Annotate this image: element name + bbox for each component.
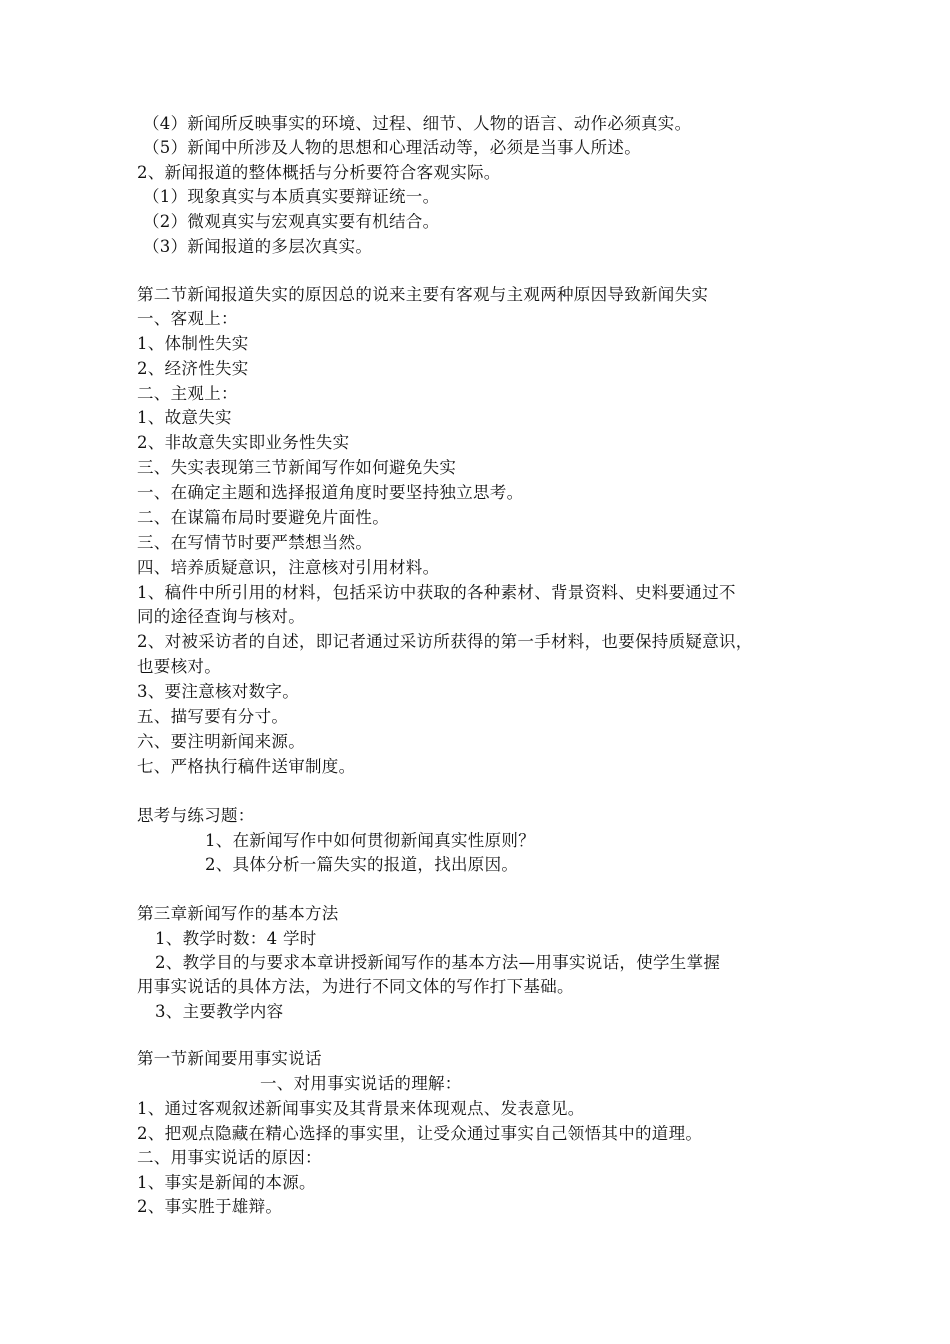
text-line: 二、主观上： xyxy=(137,384,238,403)
text-line: 同的途径查询与核对。 xyxy=(137,607,305,626)
text-line: 三、失实表现第三节新闻写作如何避免失实 xyxy=(137,458,457,477)
text-line: 四、培养质疑意识，注意核对引用材料。 xyxy=(137,558,440,577)
text-line: 1、事实是新闻的本源。 xyxy=(137,1173,316,1192)
text-line: 1、体制性失实 xyxy=(137,334,249,353)
section-heading: 第一节新闻要用事实说话 xyxy=(137,1049,322,1068)
exercise-heading: 思考与练习题： xyxy=(137,806,255,825)
text-line: 三、在写情节时要严禁想当然。 xyxy=(137,533,373,552)
text-line: 2、新闻报道的整体概括与分析要符合客观实际。 xyxy=(137,163,501,182)
text-line: 五、描写要有分寸。 xyxy=(137,707,289,726)
chapter-heading: 第三章新闻写作的基本方法 xyxy=(137,904,339,923)
text-line: 一、对用事实说话的理解： xyxy=(260,1074,462,1093)
section-heading: 第二节新闻报道失实的原因总的说来主要有客观与主观两种原因导致新闻失实 xyxy=(137,285,709,304)
text-line: 1、故意失实 xyxy=(137,408,232,427)
text-line: 3、主要教学内容 xyxy=(155,1002,284,1021)
text-line: 六、要注明新闻来源。 xyxy=(137,732,305,751)
text-line: 1、稿件中所引用的材料，包括采访中获取的各种素材、背景资料、史料要通过不 xyxy=(137,583,736,602)
text-line: 七、严格执行稿件送审制度。 xyxy=(137,757,356,776)
text-line: 二、用事实说话的原因： xyxy=(137,1148,322,1167)
exercise-item: 1、在新闻写作中如何贯彻新闻真实性原则？ xyxy=(205,831,535,850)
text-line: （3）新闻报道的多层次真实。 xyxy=(143,237,373,256)
text-line: 2、把观点隐藏在精心选择的事实里，让受众通过事实自己领悟其中的道理。 xyxy=(137,1124,703,1143)
text-line: （2）微观真实与宏观真实要有机结合。 xyxy=(143,212,440,231)
text-line: 1、通过客观叙述新闻事实及其背景来体现观点、发表意见。 xyxy=(137,1099,585,1118)
text-line: 3、要注意核对数字。 xyxy=(137,682,299,701)
text-line: （4）新闻所反映事实的环境、过程、细节、人物的语言、动作必须真实。 xyxy=(143,114,692,133)
text-line: 2、事实胜于雄辩。 xyxy=(137,1197,283,1216)
text-line: 2、经济性失实 xyxy=(137,359,249,378)
exercise-item: 2、具体分析一篇失实的报道，找出原因。 xyxy=(205,855,519,874)
text-line: 也要核对。 xyxy=(137,657,221,676)
text-line: 1、教学时数：4 学时 xyxy=(155,929,317,948)
text-line: （5）新闻中所涉及人物的思想和心理活动等，必须是当事人所述。 xyxy=(143,138,641,157)
text-line: 用事实说话的具体方法，为进行不同文体的写作打下基础。 xyxy=(137,977,574,996)
text-line: 2、对被采访者的自述，即记者通过采访所获得的第一手材料，也要保持质疑意识， xyxy=(137,632,753,651)
text-line: 一、在确定主题和选择报道角度时要坚持独立思考。 xyxy=(137,483,524,502)
text-line: 一、客观上： xyxy=(137,309,238,328)
text-line: 二、在谋篇布局时要避免片面性。 xyxy=(137,508,389,527)
text-line: （1）现象真实与本质真实要辩证统一。 xyxy=(143,187,440,206)
text-line: 2、非故意失实即业务性失实 xyxy=(137,433,350,452)
text-line: 2、教学目的与要求本章讲授新闻写作的基本方法—用事实说话，使学生掌握 xyxy=(155,953,721,972)
